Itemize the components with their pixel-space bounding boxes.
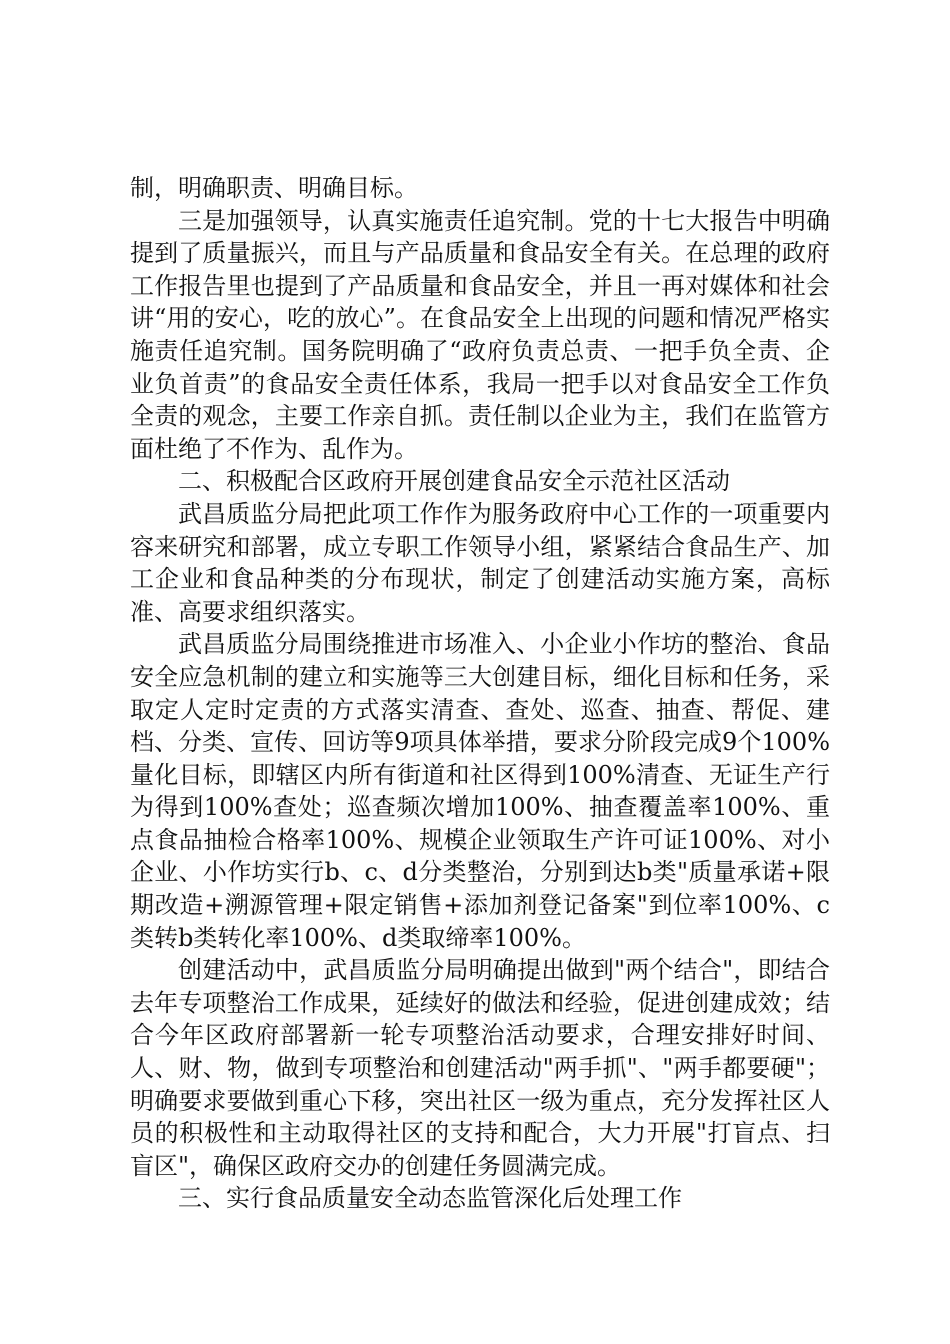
paragraph-creation-targets: 武昌质监分局围绕推进市场准入、小企业小作坊的整治、食品安全应急机制的建立和实施等三大创建目标，细化目标和任务，采取定人定时定责的方式落实清查、查处、巡查、抽查、帮促、建档、分类、宣传、回访等9项具体举措，要求分阶段完成9个100%量化目标，即辖区内所有街道和社区得到100%清查、无证生产行为得到100%查处；巡查频次增加100%、抽查覆盖率100%、重点食品抽检合格率100%、规模企业领取生产许可证100%、对小企业、小作坊实行b、c、d分类整治，分别到达b类"质量承诺+限期改造+溯源管理+限定销售+添加剂登记备案"到位率100%、c类转b类转化率100%、d类取缔率100%。 [130, 630, 830, 952]
document-body [130, 172, 830, 1215]
section-heading-three: 三、实行食品质量安全动态监管深化后处理工作 [178, 1184, 682, 1213]
section-heading-two: 二、积极配合区政府开展创建食品安全示范社区活动 [178, 467, 730, 496]
paragraph-work-deployment: 武昌质监分局把此项工作作为服务政府中心工作的一项重要内容来研究和部署，成立专职工作领导小组，紧紧结合食品生产、加工企业和食品种类的分布现状，制定了创建活动实施方案，高标准、高要求组织落实。 [130, 499, 830, 626]
paragraph-two-combinations: 创建活动中，武昌质监分局明确提出做到"两个结合"，即结合去年专项整治工作成果，延续好的做法和经验，促进创建成效；结合今年区政府部署新一轮专项整治活动要求，合理安排好时间、人、财、物，做到专项整治和创建活动"两手抓"、"两手都要硬"；明确要求要做到重心下移，突出社区一级为重点，充分发挥社区人员的积极性和主动取得社区的支持和配合，大力开展"打盲点、扫盲区"，确保区政府交办的创建任务圆满完成。 [130, 956, 830, 1180]
paragraph-continuation: 制，明确职责、明确目标。 [130, 174, 418, 202]
paragraph-leadership-accountability: 三是加强领导，认真实施责任追究制。党的十七大报告中明确提到了质量振兴，而且与产品质量和食品安全有关。在总理的政府工作报告里也提到了产品质量和食品安全，并且一再对媒体和社会讲“用的安心，吃的放心”。在食品安全上出现的问题和情况严格实施责任追究制。国务院明确了“政府负责总责、一把手负全责、企业负首责”的食品安全责任体系，我局一把手以对食品安全工作负全责的观念，主要工作亲自抓。责任制以企业为主，我们在监管方面杜绝了不作为、乱作为。 [130, 206, 830, 463]
